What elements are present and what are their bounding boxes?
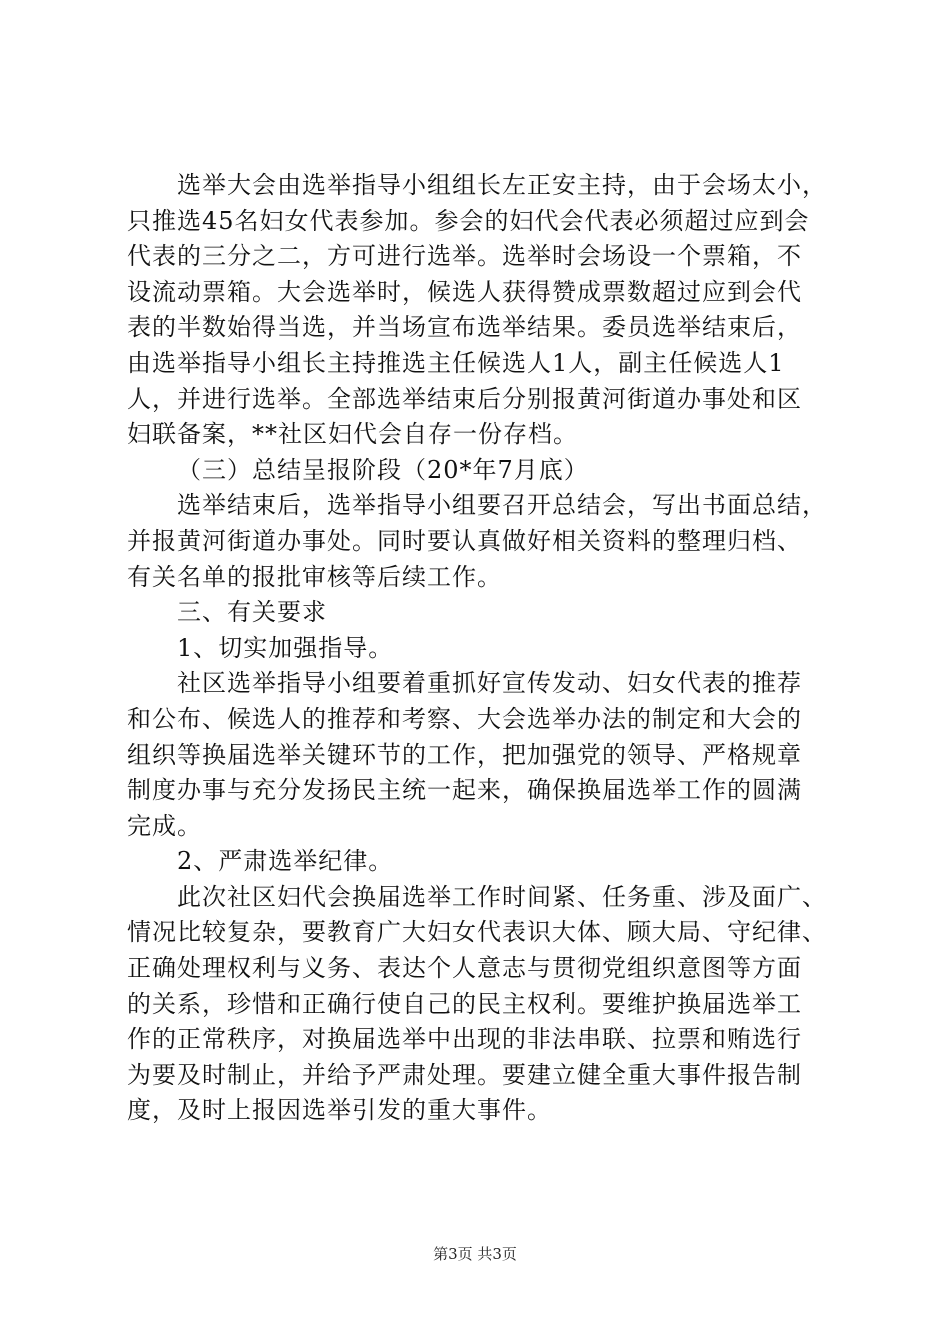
- body-line: 代表的三分之二，方可进行选举。选举时会场设一个票箱，不: [127, 242, 802, 271]
- body-line: 只推选45名妇女代表参加。参会的妇代会代表必须超过应到会: [127, 206, 810, 235]
- body-line: 选举大会由选举指导小组组长左正安主持，由于会场太小，: [177, 171, 827, 199]
- body-line: 制度办事与充分发扬民主统一起来，确保换届选举工作的圆满: [127, 776, 802, 805]
- body-line: 完成。: [127, 811, 202, 840]
- body-line: 设流动票箱。大会选举时，候选人获得赞成票数超过应到会代: [127, 277, 802, 306]
- subsection-heading: 2、严肃选举纪律。: [177, 847, 394, 876]
- body-line: 社区选举指导小组要着重抓好宣传发动、妇女代表的推荐: [177, 669, 802, 698]
- body-line: 为要及时制止，并给予严肃处理。要建立健全重大事件报告制: [127, 1060, 802, 1089]
- section-heading: （三）总结呈报阶段（20*年7月底）: [177, 455, 589, 484]
- subsection-heading: 1、切实加强指导。: [177, 633, 394, 662]
- body-line: 的关系，珍惜和正确行使自己的民主权利。要维护换届选举工: [127, 989, 802, 1018]
- body-line: 由选举指导小组长主持推选主任候选人1人，副主任候选人1: [127, 348, 785, 377]
- body-line: 并报黄河街道办事处。同时要认真做好相关资料的整理归档、: [127, 526, 802, 555]
- body-line: 妇联备案，**社区妇代会自存一份存档。: [127, 420, 578, 449]
- page-number-footer: 第3页 共3页: [433, 1245, 517, 1263]
- section-heading: 三、有关要求: [177, 598, 327, 627]
- body-line: 度，及时上报因选举引发的重大事件。: [127, 1096, 552, 1125]
- body-line: 和公布、候选人的推荐和考察、大会选举办法的制定和大会的: [127, 704, 802, 733]
- body-line: 情况比较复杂，要教育广大妇女代表识大体、顾大局、守纪律、: [127, 918, 827, 947]
- body-line: 作的正常秩序，对换届选举中出现的非法串联、拉票和贿选行: [127, 1025, 802, 1054]
- document-body: [127, 168, 847, 1129]
- body-line: 选举结束后，选举指导小组要召开总结会，写出书面总结，: [177, 491, 827, 520]
- body-line: 组织等换届选举关键环节的工作，把加强党的领导、严格规章: [127, 740, 802, 769]
- body-line: 正确处理权利与义务、表达个人意志与贯彻党组织意图等方面: [127, 954, 802, 983]
- body-line: 人，并进行选举。全部选举结束后分别报黄河街道办事处和区: [127, 384, 802, 413]
- body-line: 表的半数始得当选，并当场宣布选举结果。委员选举结束后，: [127, 313, 802, 342]
- body-line: 有关名单的报批审核等后续工作。: [127, 562, 502, 591]
- body-line: 此次社区妇代会换届选举工作时间紧、任务重、涉及面广、: [177, 882, 827, 911]
